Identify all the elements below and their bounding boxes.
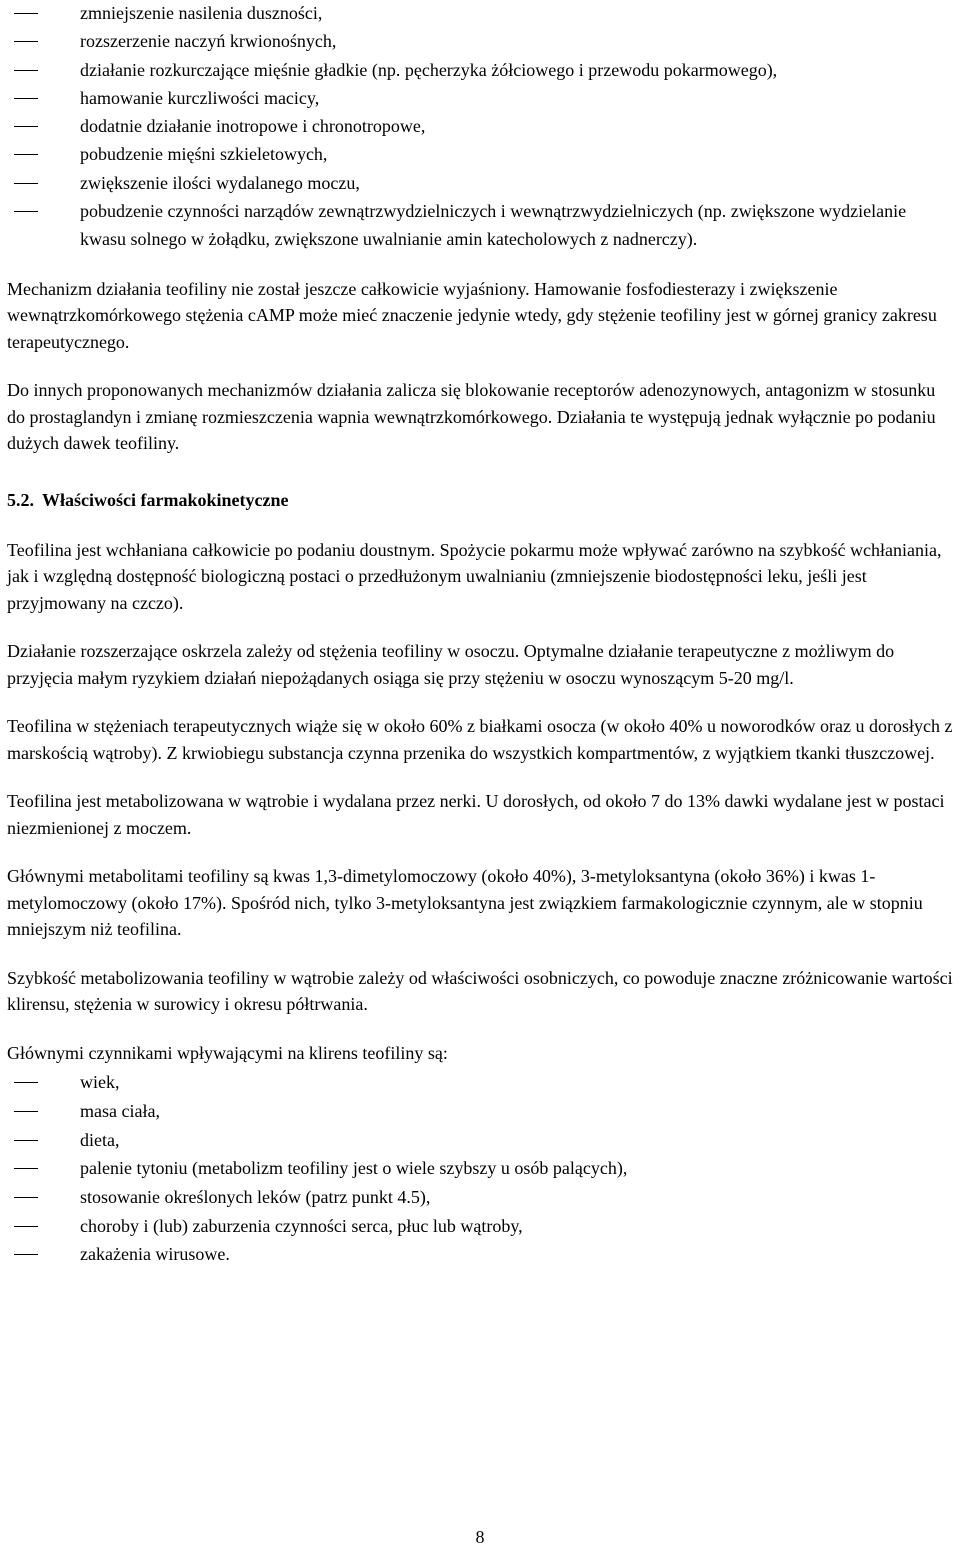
effects-list	[7, 0, 956, 254]
section-number: 5.2.	[7, 489, 34, 510]
page-number: 8	[475, 1527, 485, 1547]
paragraph-metabolic-rate: Szybkość metabolizowania teofiliny w wątrobie zależy od właściwości osobniczych, co powoduje znaczne zróżnicowanie wartości klirensu, stężenia w surowicy i okresu półtrwania.	[7, 967, 953, 1015]
list-item: rozszerzenie naczyń krwionośnych,	[7, 27, 956, 55]
list-item: dieta,	[7, 1126, 956, 1155]
paragraph-mechanism: Mechanizm działania teofiliny nie został jeszcze całkowicie wyjaśniony. Hamowanie fosfodiesterazy i zwiększenie wewnątrzkomórkowego stężenia cAMP może mieć znaczenie jedynie wtedy, gdy stężenie teofiliny jest w górnej granicy zakresu terapeutycznego.	[7, 278, 937, 352]
list-item: zmniejszenie nasilenia duszności,	[7, 0, 956, 27]
paragraph-clearance-factors: Głównymi czynnikami wpływającymi na klirens teofiliny są:	[7, 1042, 448, 1063]
clearance-factors-list	[7, 1068, 956, 1269]
paragraph-protein-binding: Teofilina w stężeniach terapeutycznych wiąże się w około 60% z białkami osocza (w około 40% u noworodków oraz u dorosłych z marskością wątroby). Z krwiobiegu substancja czynna przenika do wszystkich kompartmentów, z wyjątkiem tkanki tłuszczowej.	[7, 716, 953, 763]
list-item: dodatnie działanie inotropowe i chronotropowe,	[7, 112, 956, 140]
list-item: zakażenia wirusowe.	[7, 1240, 956, 1269]
list-item: wiek,	[7, 1068, 956, 1097]
section-title: Właściwości farmakokinetyczne	[42, 489, 289, 510]
paragraph-absorption: Teofilina jest wchłaniana całkowicie po podaniu doustnym. Spożycie pokarmu może wpływać zarówno na szybkość wchłaniania, jak i względną dostępność biologiczną postaci o przedłużonym uwalnianiu (zmniejszenie biodostępności leku, jeśli jest przyjmowany na czczo).	[7, 539, 942, 613]
list-item: choroby i (lub) zaburzenia czynności serca, płuc lub wątroby,	[7, 1212, 956, 1241]
list-item: działanie rozkurczające mięśnie gładkie (np. pęcherzyka żółciowego i przewodu pokarmowego),	[7, 56, 956, 84]
list-item: palenie tytoniu (metabolizm teofiliny jest o wiele szybszy u osób palących),	[7, 1154, 956, 1183]
list-item: stosowanie określonych leków (patrz punkt 4.5),	[7, 1183, 956, 1212]
list-item: pobudzenie czynności narządów zewnątrzwydzielniczych i wewnątrzwydzielniczych (np. zwiększone wydzielanie kwasu solnego w żołądku, zwiększone uwalnianie amin katecholowych z nadnerczy).	[7, 197, 956, 254]
list-item: zwiększenie ilości wydalanego moczu,	[7, 169, 956, 197]
paragraph-metabolites: Głównymi metabolitami teofiliny są kwas 1,3-dimetylomoczowy (około 40%), 3-metyloksantyna (około 36%) i kwas 1-metylomoczowy (około 17%). Spośród nich, tylko 3-metyloksantyna jest związkiem farmakologicznie czynnym, ale w stopniu mniejszym niż teofilina.	[7, 866, 923, 940]
paragraph-metabolism: Teofilina jest metabolizowana w wątrobie i wydalana przez nerki. U dorosłych, od około 7 do 13% dawki wydalane jest w postaci niezmienionej z moczem.	[7, 791, 945, 838]
section-heading	[7, 487, 956, 513]
list-item: pobudzenie mięśni szkieletowych,	[7, 140, 956, 168]
paragraph-bronchodilation: Działanie rozszerzające oskrzela zależy od stężenia teofiliny w osoczu. Optymalne działanie terapeutyczne z możliwym do przyjęcia małym ryzykiem działań niepożądanych osiąga się przy stężeniu w osoczu wynoszącym 5-20 mg/l.	[7, 641, 895, 688]
list-item: hamowanie kurczliwości macicy,	[7, 84, 956, 112]
list-item: masa ciała,	[7, 1097, 956, 1126]
paragraph-other-mechanisms: Do innych proponowanych mechanizmów działania zalicza się blokowanie receptorów adenozynowych, antagonizm w stosunku do prostaglandyn i zmianę rozmieszczenia wapnia wewnątrzkomórkowego. Działania te występują jednak wyłącznie po podaniu dużych dawek teofiliny.	[7, 380, 936, 454]
